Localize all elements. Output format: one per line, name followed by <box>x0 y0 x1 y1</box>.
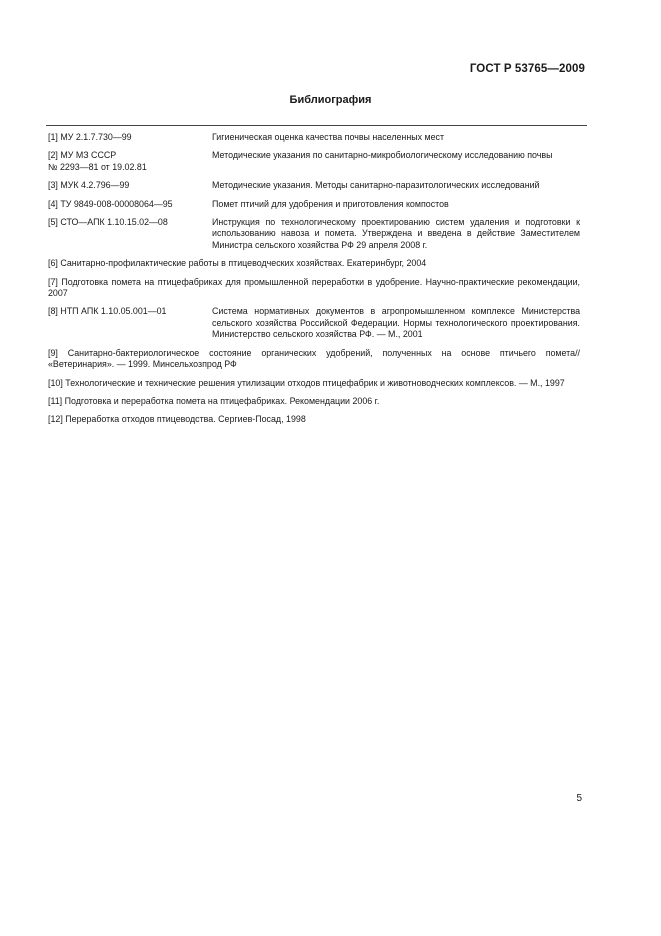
reference-desc: Система нормативных документов в агропромышленном комплексе Министерства сельского хозяйства Российской Федерации. Нормы технологического проектирования. Министерство сельского хозяйства РФ. — М., 2001 <box>212 306 580 340</box>
reference-item <box>48 277 580 300</box>
bibliography-list <box>48 132 580 433</box>
reference-code: [1] МУ 2.1.7.730—99 <box>48 132 132 142</box>
page-number: 5 <box>576 793 582 804</box>
reference-item <box>48 150 580 173</box>
reference-number: [9] <box>48 347 58 358</box>
reference-number: [12] <box>48 414 63 425</box>
reference-desc: Помет птичий для удобрения и приготовления компостов <box>212 198 449 209</box>
reference-number: [7] <box>48 276 58 287</box>
reference-text: Подготовка и переработка помета на птицефабриках. Рекомендации 2006 г. <box>64 395 380 406</box>
reference-code: [8] НТП АПК 1.10.05.001—01 <box>48 306 167 317</box>
reference-item <box>48 414 580 425</box>
reference-desc: Методические указания по санитарно-микробиологическому исследованию почвы <box>212 150 553 161</box>
reference-text: Подготовка помета на птицефабриках для промышленной переработки в удобрение. Научно-практические рекомендации, 2007 <box>48 276 580 299</box>
reference-number: [10] <box>48 377 63 388</box>
reference-item <box>48 180 580 191</box>
reference-item <box>48 348 580 371</box>
reference-desc: Гигиеническая оценка качества почвы населенных мест <box>212 132 445 142</box>
reference-item <box>48 258 580 269</box>
standard-code: ГОСТ Р 53765—2009 <box>469 63 585 75</box>
page-title: Библиография <box>289 94 372 106</box>
reference-code: [2] МУ МЗ СССР № 2293—81 от 19.02.81 <box>48 150 147 172</box>
reference-code: [5] СТО—АПК 1.10.15.02—08 <box>48 217 168 228</box>
reference-number: [6] <box>48 258 58 269</box>
reference-code: [3] МУК 4.2.796—99 <box>48 180 130 191</box>
reference-text: Переработка отходов птицеводства. Сергиев-Посад, 1998 <box>65 414 306 425</box>
reference-item <box>48 378 580 389</box>
reference-text: Технологические и технические решения утилизации отходов птицефабрик и животноводческих комплексов. — М., 1997 <box>65 377 565 388</box>
reference-desc: Методические указания. Методы санитарно-паразитологических исследований <box>212 180 540 191</box>
reference-desc: Инструкция по технологическому проектированию систем удаления и подготовки к использованию навоза и помета. Утверждена и введена в действие Заместителем Министра сельского хозяйства РФ 29 апреля 2008 г. <box>212 217 580 250</box>
reference-item <box>48 306 580 340</box>
reference-text: Санитарно-бактериологическое состояние органических удобрений, полученных на основе птичьего помета// «Ветеринария». — 1999. Минсельхозпрод РФ <box>48 347 581 370</box>
reference-text: Санитарно-профилактические работы в птицеводческих хозяйствах. Екатеринбург, 2004 <box>60 258 427 269</box>
divider <box>46 125 587 126</box>
reference-item <box>48 132 580 143</box>
reference-code: [4] ТУ 9849-008-00008064—95 <box>48 198 173 209</box>
reference-item <box>48 396 580 407</box>
reference-number: [11] <box>48 395 63 406</box>
reference-item <box>48 199 580 210</box>
reference-item <box>48 217 580 251</box>
